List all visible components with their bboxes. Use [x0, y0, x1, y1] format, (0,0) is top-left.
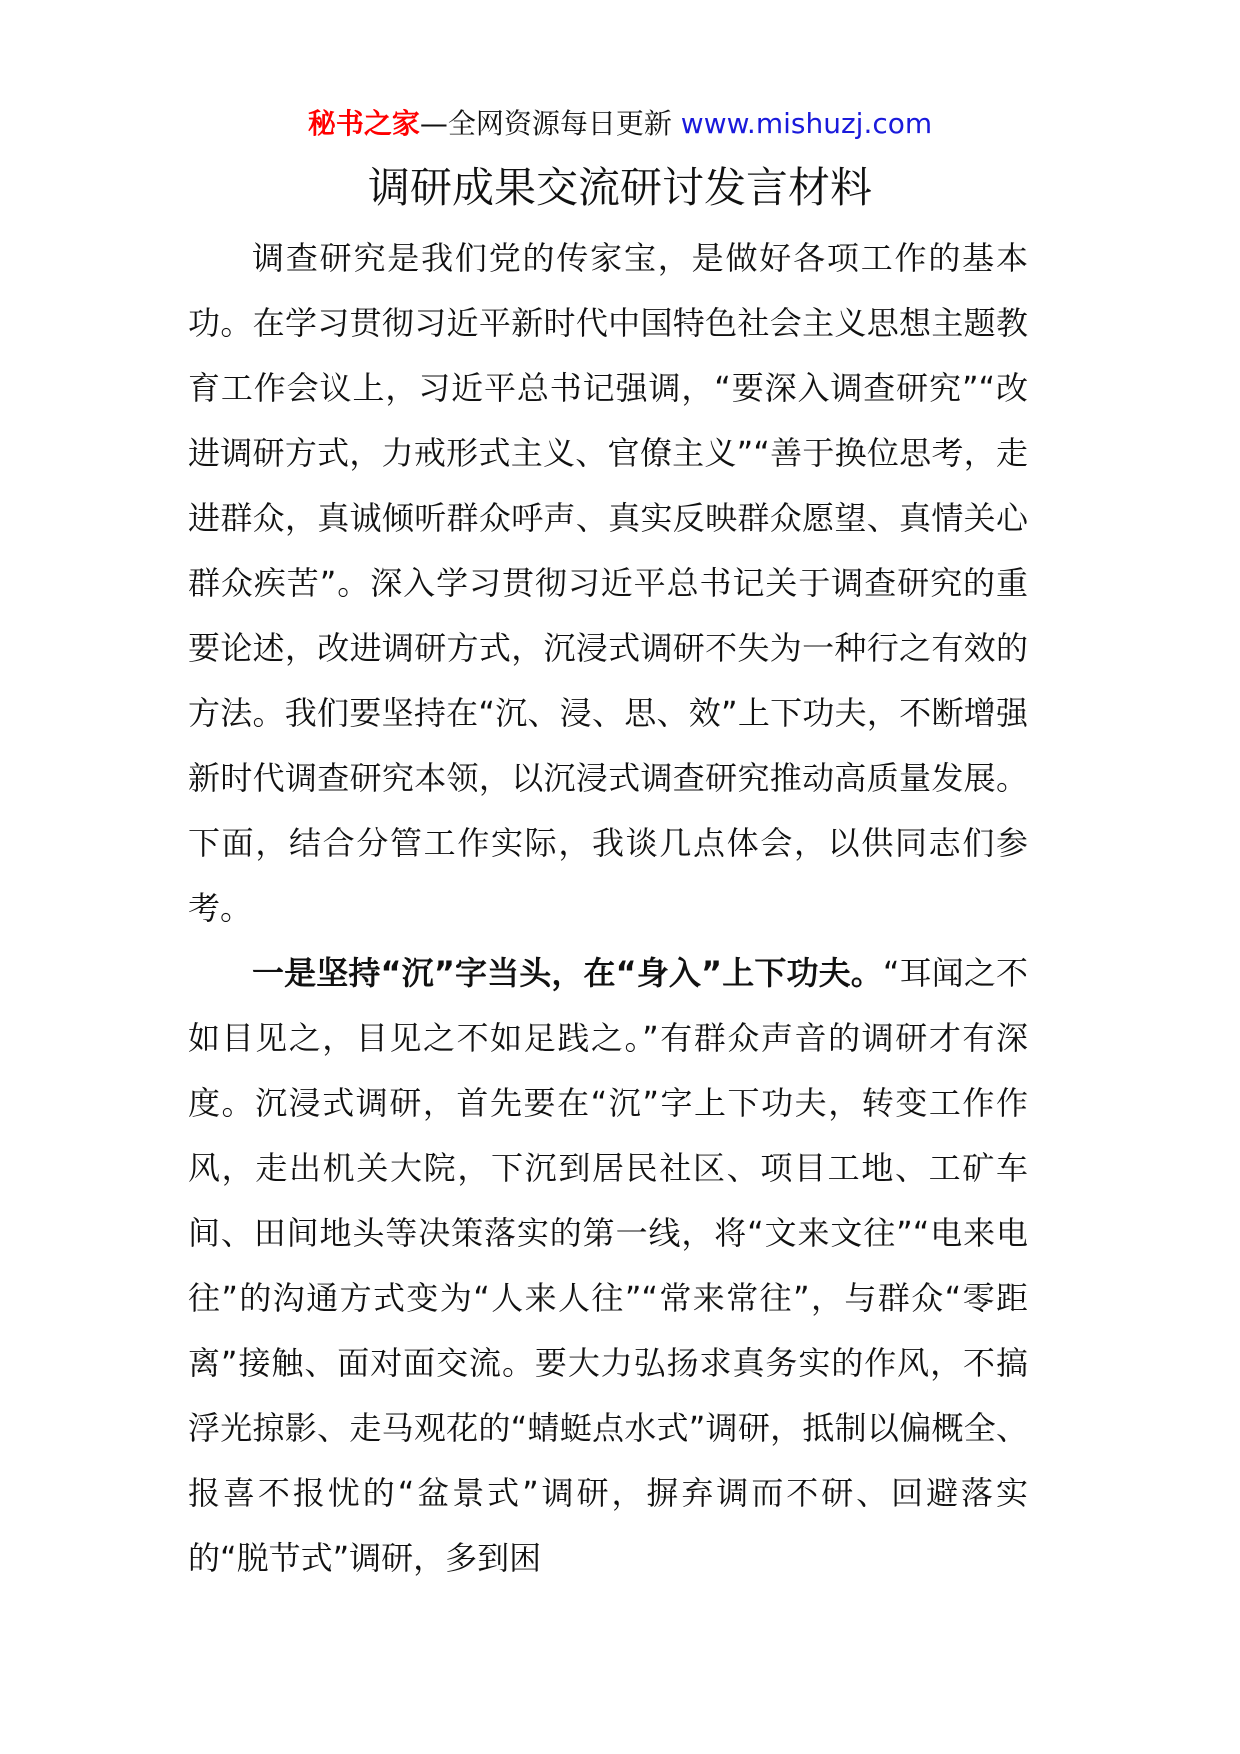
document-body: [188, 226, 1028, 1591]
header-tagline: —全网资源每日更新: [419, 107, 672, 140]
paragraph-body: “耳闻之不如目见之，目见之不如足践之。”有群众声音的调研才有深度。沉浸式调研，首先要在“沉”字上下功夫，转变工作作风，走出机关大院，下沉到居民社区、项目工地、工矿车间、田间地头等决策落实的第一线，将“文来文往”“电来电往”的沟通方式变为“人来人往”“常来常往”，与群众“零距离”接触、面对面交流。要大力弘扬求真务实的作风，不搞浮光掠影、走马观花的“蜻蜓点水式”调研，抵制以偏概全、报喜不报忧的“盆景式”调研，摒弃调而不研、回避落实的“脱节式”调研，多到困: [188, 954, 1028, 1577]
document-title: 调研成果交流研讨发言材料: [367, 163, 872, 212]
site-url-link[interactable]: www.mishuzj.com: [680, 107, 933, 140]
paragraph-point-one: [188, 941, 1028, 1591]
site-header: [0, 104, 1240, 144]
brand-name: 秘书之家: [307, 107, 420, 140]
paragraph-intro: 调查研究是我们党的传家宝，是做好各项工作的基本功。在学习贯彻习近平新时代中国特色社会主义思想主题教育工作会议上，习近平总书记强调，“要深入调查研究”“改进调研方式，力戒形式主义、官僚主义”“善于换位思考，走进群众，真诚倾听群众呼声、真实反映群众愿望、真情关心群众疾苦”。深入学习贯彻习近平总书记关于调查研究的重要论述，改进调研方式，沉浸式调研不失为一种行之有效的方法。我们要坚持在“沉、浸、思、效”上下功夫，不断增强新时代调查研究本领，以沉浸式调查研究推动高质量发展。下面，结合分管工作实际，我谈几点体会，以供同志们参考。: [188, 239, 1028, 927]
paragraph-lead-heading: 一是坚持“沉”字当头，在“身入”上下功夫。: [252, 954, 883, 992]
